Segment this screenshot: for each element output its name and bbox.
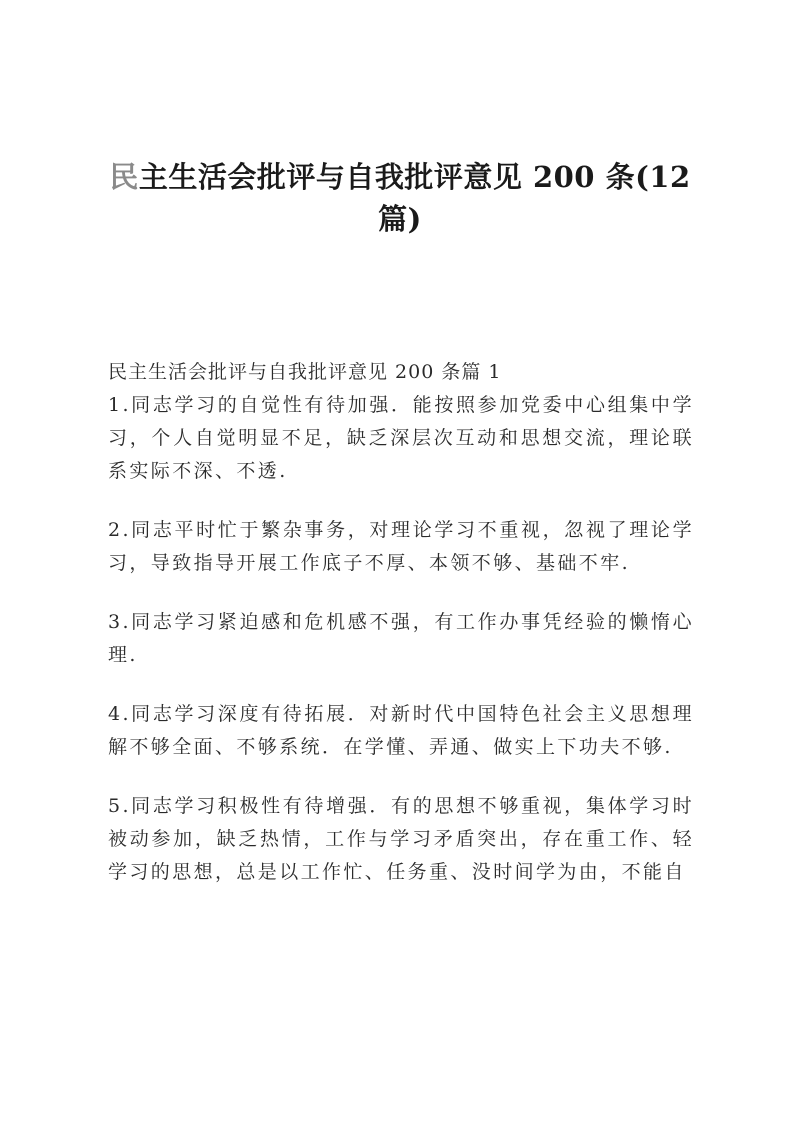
paragraph-2: 2.同志平时忙于繁杂事务，对理论学习不重视，忽视了理论学习，导致指导开展工作底子不厚、本领不够、基础不牢.	[108, 519, 694, 574]
section-heading: 民主生活会批评与自我批评意见 200 条篇 1	[108, 361, 502, 383]
paragraph-1: 1.同志学习的自觉性有待加强．能按照参加党委中心组集中学习，个人自觉明显不足，缺乏深层次互动和思想交流，理论联系实际不深、不透.	[108, 394, 694, 482]
document-body	[108, 356, 694, 915]
title-text: 主生活会批评与自我批评意见 200 条(12 篇)	[138, 160, 691, 236]
paragraph-3: 3.同志学习紧迫感和危机感不强，有工作办事凭经验的懒惰心理.	[108, 611, 694, 666]
paragraph-5: 5.同志学习积极性有待增强．有的思想不够重视，集体学习时被动参加，缺乏热情，工作与学习矛盾突出，存在重工作、轻学习的思想，总是以工作忙、任务重、没时间学为由，不能自	[108, 795, 694, 883]
paragraph-4: 4.同志学习深度有待拓展．对新时代中国特色社会主义思想理解不够全面、不够系统．在学懂、弄通、做实上下功夫不够.	[108, 703, 694, 758]
title-first-char: 民	[109, 160, 139, 194]
document-title	[100, 156, 700, 240]
